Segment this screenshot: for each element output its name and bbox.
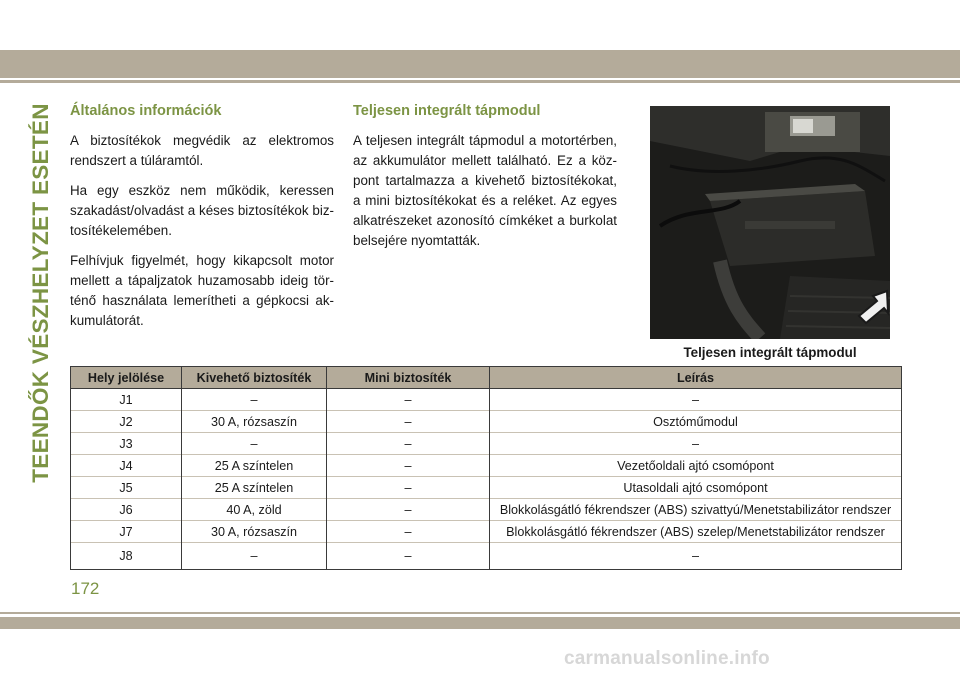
table-cell: J3 <box>71 433 182 455</box>
column-header: Mini biztosíték <box>327 367 490 389</box>
middle-column <box>353 131 617 261</box>
table-cell: – <box>490 543 902 570</box>
table-cell: Osztóműmodul <box>490 411 902 433</box>
table-cell: – <box>327 477 490 499</box>
header-band <box>0 50 960 78</box>
table-cell: 30 A, rózsaszín <box>182 521 327 543</box>
left-heading: Általános információk <box>70 103 222 119</box>
watermark-text: carmanualsonline.info <box>564 648 770 669</box>
section-side-title <box>29 100 53 485</box>
table-cell: J7 <box>71 521 182 543</box>
table-cell: – <box>490 433 902 455</box>
left-paragraph: Felhívjuk figyelmét, hogy kikapcsolt motor mellett a tápaljzatok huzamosabb ideig tör-ténő használata lemerítheti a gépkocsi ak-kumulátorát. <box>70 253 334 328</box>
table-cell: J1 <box>71 389 182 411</box>
table-cell: Vezetőoldali ajtó csomópont <box>490 455 902 477</box>
table-cell: – <box>327 499 490 521</box>
table-cell: – <box>327 433 490 455</box>
table-cell: – <box>327 411 490 433</box>
column-header: Leírás <box>490 367 902 389</box>
table-cell: J6 <box>71 499 182 521</box>
engine-bay-photo <box>650 106 890 339</box>
table-cell: Blokkolásgátló fékrendszer (ABS) szivattyú/Menetstabilizátor rendszer <box>490 499 902 521</box>
middle-heading: Teljesen integrált tápmodul <box>353 103 541 119</box>
column-header: Kivehető biztosíték <box>182 367 327 389</box>
table-header-row <box>71 367 902 389</box>
table-cell: Utasoldali ajtó csomópont <box>490 477 902 499</box>
table-cell: J4 <box>71 455 182 477</box>
table-row <box>71 499 902 521</box>
table-cell: – <box>490 389 902 411</box>
table-cell: – <box>182 389 327 411</box>
table-cell: 30 A, rózsaszín <box>182 411 327 433</box>
table-cell: J2 <box>71 411 182 433</box>
table-cell: Blokkolásgátló fékrendszer (ABS) szelep/Menetstabilizátor rendszer <box>490 521 902 543</box>
table-row <box>71 455 902 477</box>
table-cell: 40 A, zöld <box>182 499 327 521</box>
table-row <box>71 477 902 499</box>
table-cell: 25 A színtelen <box>182 477 327 499</box>
middle-paragraph: A teljesen integrált tápmodul a motortérben, az akkumulátor mellett található. Ez a köz-pont tartalmazza a kivehető biztosítékokat, a mini biztosítékokat és a reléket. Az egyes alkatrészeket azonosító címkéket a burkolat belsejére nyomtatták. <box>353 133 617 248</box>
page-number: 172 <box>71 579 100 598</box>
table-row <box>71 543 902 570</box>
header-rule <box>0 80 960 83</box>
table-row <box>71 389 902 411</box>
figure-caption: Teljesen integrált tápmodul <box>683 345 857 360</box>
table-cell: J5 <box>71 477 182 499</box>
table-cell: – <box>182 433 327 455</box>
fuse-table <box>70 366 902 570</box>
table-cell: – <box>327 521 490 543</box>
table-cell: – <box>327 389 490 411</box>
table-cell: – <box>182 543 327 570</box>
footer-rule <box>0 612 960 614</box>
table-cell: 25 A színtelen <box>182 455 327 477</box>
table-cell: – <box>327 543 490 570</box>
table-cell: J8 <box>71 543 182 570</box>
side-title-text: TEENDŐK VÉSZHELYZET ESETÉN <box>28 102 53 483</box>
footer-band <box>0 617 960 629</box>
column-header: Hely jelölése <box>71 367 182 389</box>
left-paragraph: Ha egy eszköz nem működik, keressen szakadást/olvadást a késes biztosítékok biz-tosítékelemében. <box>70 183 334 238</box>
left-column <box>70 131 334 341</box>
table-cell: – <box>327 455 490 477</box>
table-row <box>71 411 902 433</box>
table-row <box>71 433 902 455</box>
power-module-illustration <box>650 106 890 339</box>
left-paragraph: A biztosítékok megvédik az elektromos rendszert a túláramtól. <box>70 133 334 168</box>
table-row <box>71 521 902 543</box>
